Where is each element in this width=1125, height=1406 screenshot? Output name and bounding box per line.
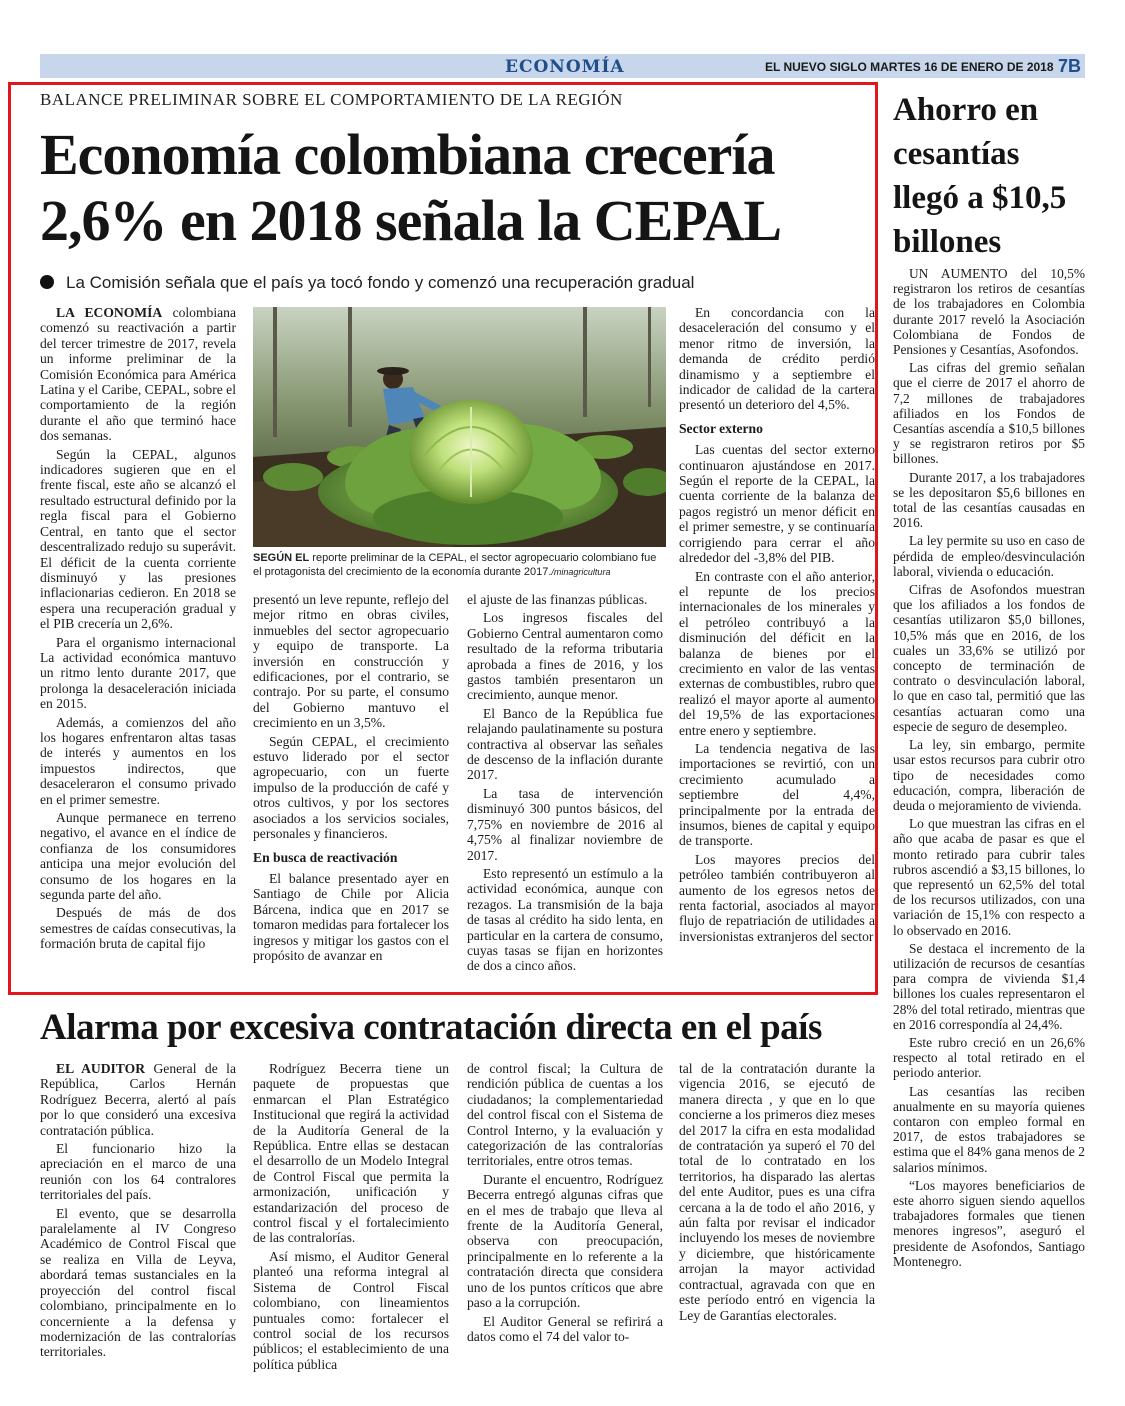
paragraph: La tendencia negativa de las importaciones se revirtió, con un crecimiento acumulado a septiembre del 4,4%, principalmente por la entrada de insumos, bienes de capital y equipo de transporte. [679,740,875,849]
paragraph: Para el organismo internacional La actividad económica mantuvo un ritmo lento durante 2017, que prolonga la desaceleración iniciada en 2015. [40,634,236,712]
paragraph: Durante el encuentro, Rodríguez Becerra entregó algunas cifras que en el mes de trabajo que lleva al frente de la Auditoría General, observa con preocupación, principalmente en lo referente a la contratación directa que considera uno de los puntos críticos que abre paso a la corrupción. [467,1171,663,1311]
photo-caption [253,551,666,579]
paragraph: Según la CEPAL, algunos indicadores sugieren que en el frente fiscal, este año se alcanzó el resultado estructural definido por la regla fiscal para el Gobierno Central, en tanto que el sector descentralizado redujo su superávit. El déficit de la cuenta corriente disminuyó y las presiones inflacionarias cedieron. En 2018 se espera una recuperación gradual y el PIB crecería un 2,6%. [40,446,236,632]
lead-caps: LA ECONOMÍA [56,305,163,320]
caption-lead: SEGÚN EL [253,552,310,564]
paragraph: Después de más de dos semestres de caídas consecutivas, la formación bruta de capital fijo [40,905,236,952]
paragraph: La ley permite su uso en caso de pérdida de empleo/desvinculación laboral, vivienda o educación. [893,533,1085,579]
subheading: Sector externo [679,420,763,436]
sidebar-headline-line: cesantías [893,136,1020,172]
paragraph: El Auditor General se refirirá a datos como el 74 del valor to- [467,1313,663,1344]
paragraph: UN AUMENTO del 10,5% registraron los retiros de cesantías de los trabajadores en Colombia durante 2017 reveló la Asociación Colombiana de Fondos de Pensiones y Cesantías, Asofondos. [893,266,1085,358]
article-headline [40,122,870,254]
subheading: En busca de reactivación [253,849,398,865]
paragraph: En concordancia con la desaceleración del consumo y el menor ritmo de inversión, la demanda de crédito perdió dinamismo y a septiembre el indicador de calidad de la cartera presentó un deterioro del 4,5%. [679,305,875,413]
paragraph: Además, a comienzos del año los hogares enfrentaron altas tasas de interés y aumentos en los impuestos indirectos, que desaceleraron el consumo privado en el primer semestre. [40,714,236,807]
paragraph: Se destaca el incremento de la utilización de recursos de cesantías para compra de vivienda $1,4 billones los cuales representaron el 28% del total retirado, mientras que en 2016 correspondía al 24,4%. [893,940,1085,1032]
sidebar-headline-line: billones [893,224,1002,260]
paragraph: Los ingresos fiscales del Gobierno Central aumentaron como resultado de la reforma tributaria aprobada a fines de 2016, y los gastos también presentaron un crecimiento, aunque menor. [467,610,663,703]
headline-line-1: Economía colombiana crecería [40,122,775,187]
paragraph: Este rubro creció en un 26,6% respecto al total retirado en el periodo anterior. [893,1034,1085,1081]
sidebar-column [893,266,1085,1272]
sidebar-headline [893,88,1083,264]
paragraph: Cifras de Asofondos muestran que los afiliados a los fondos de cesantías utilizaron $5,0 billones, 10,5% más que en 2016, de los cuales un 33,6% se utilizó por concepto de terminación de contrato o desvinculación laboral, lo que en caso tal, permitió que las cesantías actuaran como una especie de seguro de desempleo. [893,582,1085,734]
bullet-icon [40,275,54,289]
cabbage-farm-photo [253,307,666,547]
page-number: 7B [1058,56,1082,76]
photo-illustration [253,307,666,547]
paragraph: Las cuentas del sector externo continuaron ajustándose en 2017. Según el reporte de la CEPAL, la cuenta corriente de la balanza de pagos registró un menor déficit en el primer semestre, y se continuaría corrigiendo para cerrar el año alrededor del -3,8% del PIB. [679,442,875,566]
article-column-2 [253,592,449,966]
lead-caps: EL AUDITOR [56,1061,146,1076]
paragraph-text: General de la República, Carlos Hernán Rodríguez Becerra, alertó al país por lo que consideró una excesiva contratación pública. [40,1061,236,1138]
masthead-date: EL NUEVO SIGLO MARTES 16 DE ENERO DE 2018 [765,60,1054,74]
article-column-3 [467,592,663,977]
headline-line-2: 2,6% en 2018 señala la CEPAL [40,188,782,253]
paragraph: Aunque permanece en terreno negativo, el avance en el índice de confianza de los consumidores anticipa una mejor evolución del consumo de los hogares en la segunda parte del año. [40,810,236,903]
paragraph: Durante 2017, a los trabajadores se les depositaron $5,6 billones en total de las cesantías causadas en 2016. [893,469,1085,531]
paragraph: La ley, sin embargo, permite usar estos recursos para cubrir otro tipo de necesidades como educación, compra, liberación de deuda o mejoramiento de vivienda. [893,737,1085,813]
paragraph: Esto representó un estímulo a la actividad económica, aunque con rezagos. La transmisión de la baja de tasas al crédito ha sido lenta, en particular en la cartera de consumo, cuyas tasas se fijan en horizontes de dos a cinco años. [467,865,663,974]
second-article-column-1 [40,1061,236,1363]
paragraph: El balance presentado ayer en Santiago de Chile por Alicia Bárcena, indica que en 2017 se tomaron medidas para fortalecer los ingresos y mitigar los gastos con el propósito de avanzar en [253,870,449,963]
paragraph: Las cesantías las reciben anualmente en su mayoría quienes contaron con empleo formal en 2017, de estos trabajadores se estima que el 84% gana menos de 2 salarios mínimos. [893,1083,1085,1175]
paragraph: presentó un leve repunte, reflejo del mejor ritmo en obras civiles, inmuebles del sector agropecuario y equipo de transporte. La inversión en construcción y edificaciones, por el contrario, se contrajo. Por su parte, el consumo del Gobierno mantuvo el crecimiento en un 3,5%. [253,592,449,731]
article-column-4 [679,305,875,947]
sidebar-headline-line: llegó a $10,5 [893,180,1067,216]
paragraph: Según CEPAL, el crecimiento estuvo liderado por el sector agropecuario, con un fuerte impulso de la producción de café y otros cultivos, y por los sectores asociados a los servicios sociales, personales y financieros. [253,733,449,842]
paragraph: tal de la contratación durante la vigencia 2016, se ejecutó de manera directa , y que en lo que concierne a los primeros diez meses del 2017 la cifra en esta modalidad de contratación ya superó el 70 del total de lo contratado en los territorios, ha disparado las alertas del ente Auditor, pues es una cifra cercana a la de todo el año 2016, y aún falta por revisar el indicador incluyendo los meses de noviembre y diciembre, que históricamente arrojan la mayor actividad contractual, agravada con que en este período entró en vigencia la Ley de Garantías electorales. [679,1061,875,1323]
paragraph: Así mismo, el Auditor General planteó una reforma integral al Sistema de Control Fiscal colombiano, con lineamientos puntuales como: fortalecer el control social de los recursos públicos; el establecimiento de una política pública [253,1248,449,1372]
paragraph: El Banco de la República fue relajando paulatinamente su postura contractiva al observar las señales de descenso de la inflación durante 2017. [467,705,663,783]
sidebar-headline-line: Ahorro en [893,92,1039,128]
second-article-column-4 [679,1061,875,1326]
article-column-1 [40,305,236,955]
paragraph [40,1061,236,1138]
paragraph: “Los mayores beneficiarios de este ahorro siguen siendo aquellos trabajadores formales que tienen menores ingresos”, aseguró el presidente de Asofondos, Santiago Montenegro. [893,1177,1085,1269]
paragraph: Los mayores precios del petróleo también contribuyeron al aumento de los egresos netos de renta factorial, asociados al mayor flujo de repatriación de utilidades a inversionistas extranjeros del sector [679,851,875,944]
caption-text: reporte preliminar de la CEPAL, el sector agropecuario colombiano fue el protagonista del crecimiento de la economía durante 2017. [253,552,657,578]
paragraph: El funcionario hizo la apreciación en el marco de una reunión con los 64 contralores territoriales del país. [40,1141,236,1203]
deck-text: La Comisión señala que el país ya tocó fondo y comenzó una recuperación gradual [66,273,695,292]
paragraph: La tasa de intervención disminuyó 300 puntos básicos, del 7,75% en noviembre de 2016 al 4,75% al finalizar noviembre de 2017. [467,785,663,863]
paragraph-text: colombiana comenzó su reactivación a partir del tercer trimestre de 2017, revela un informe preliminar de la Comisión Económica para América Latina y el Caribe, CEPAL, sobre el comportamiento de la región durante el año que terminó hace dos semanas. [40,305,236,444]
paragraph: el ajuste de las finanzas públicas. [467,592,648,607]
paragraph: En contraste con el año anterior, el repunte de los precios internacionales de los minerales y el petróleo contribuyó a la disminución del déficit en la balanza de bienes por el crecimiento en valor de las ventas externas de combustibles, rubro que realizó el mayor aporte al aumento del 19,5% de las exportaciones entre enero y septiembre. [679,568,875,738]
photo-credit: /minagricultura [551,567,611,577]
second-article-column-2 [253,1061,449,1375]
article-deck [40,273,870,293]
paragraph [40,305,236,444]
paragraph: El evento, que se desarrolla paralelamente al IV Congreso Académico de Control Fiscal que se realiza en Villa de Leyva, abordará temas sustanciales en la proyección del control fiscal colombiano, principalmente en lo concerniente a la defensa y modernización de las contralorías territoriales. [40,1205,236,1360]
paragraph: de control fiscal; la Cultura de rendición pública de cuentas a los ciudadanos; la complementariedad del control fiscal con el Sistema de Control Interno, y la evaluación y categorización de las contralorías territoriales, entre otros temas. [467,1061,663,1169]
second-article-column-3 [467,1061,663,1347]
paragraph: Lo que muestran las cifras en el año que acaba de pasar es que el monto retirado para cubrir tales rubros ascendió a $3,15 billones, lo que representó un 62,5% del total de los recursos utilizados, con una variación de 15,1% con respecto a lo observado en 2016. [893,816,1085,938]
section-label: ECONOMÍA [505,57,625,77]
paragraph: Rodríguez Becerra tiene un paquete de propuestas que enmarcan el Plan Estratégico Institucional que regirá la actividad de la Auditoría General de la República. Entre ellas se destacan el desarrollo de un Modelo Integral de Control Fiscal que permita la armonización, unificación y estandarización del proceso de control fiscal y el fortalecimiento de las contralorías. [253,1061,449,1246]
second-article-headline: Alarma por excesiva contratación directa en el país [40,1007,822,1048]
paragraph: Las cifras del gremio señalan que el cierre de 2017 el ahorro de 7,2 millones de trabajadores afiliados en los Fondos de Cesantías ascendía a $10,5 billones y se registraron retiros por $5 billones. [893,360,1085,467]
article-kicker: BALANCE PRELIMINAR SOBRE EL COMPORTAMIENTO DE LA REGIÓN [40,90,623,109]
